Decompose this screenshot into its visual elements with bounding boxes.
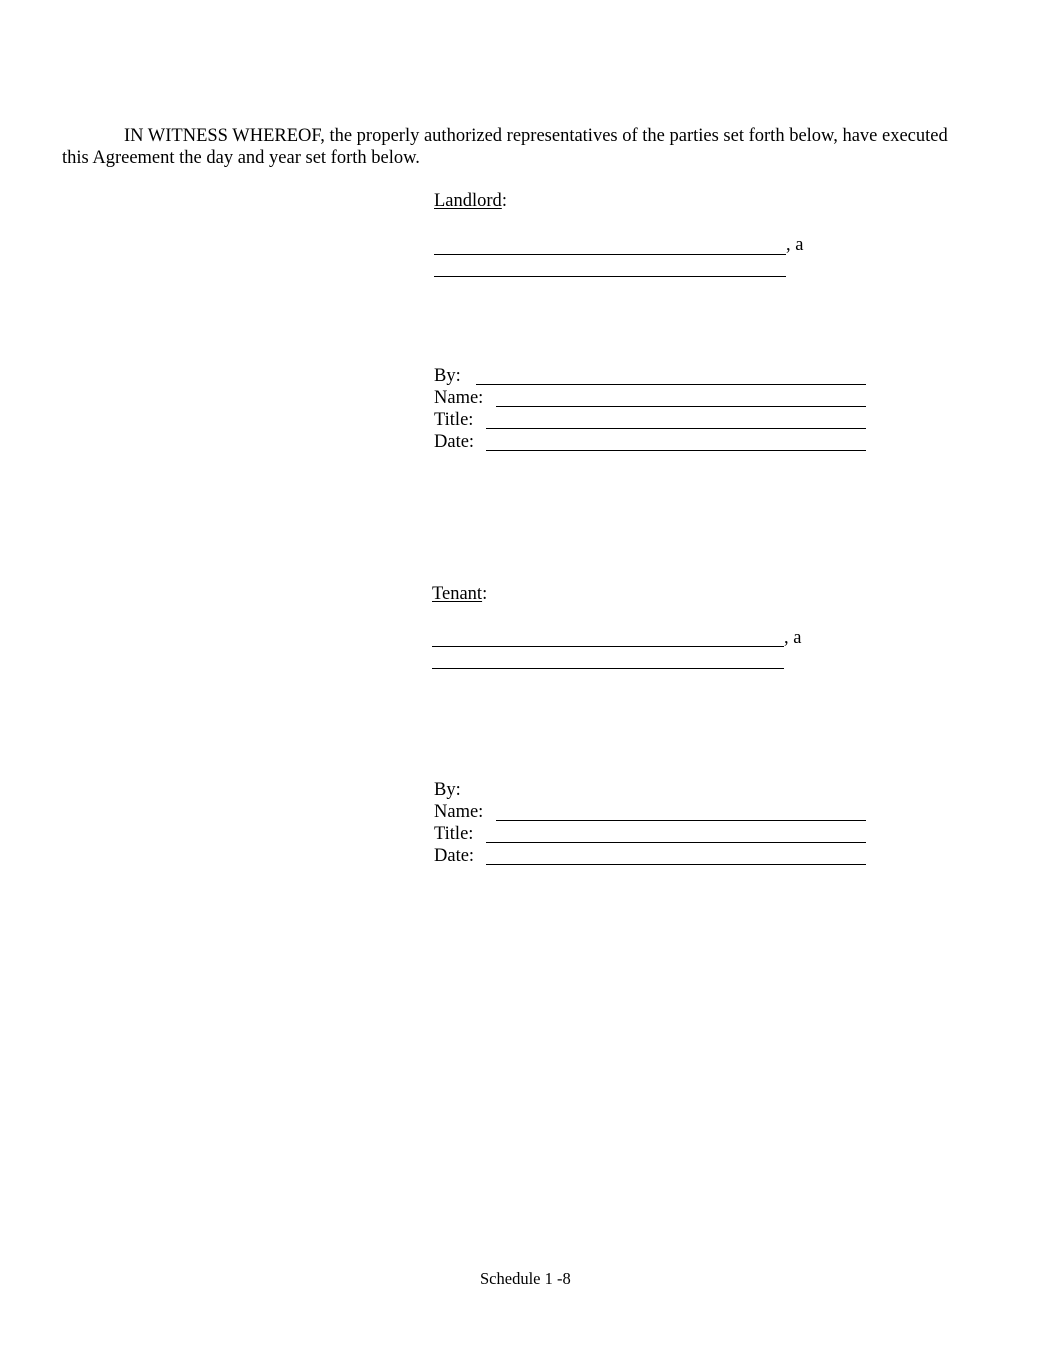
tenant-entity-suffix: , a [784, 628, 802, 648]
landlord-entity-type-line[interactable] [434, 276, 786, 277]
landlord-name-line[interactable] [496, 406, 866, 407]
landlord-heading [434, 190, 507, 212]
tenant-date-label: Date: [434, 846, 475, 866]
tenant-date-line[interactable] [486, 864, 866, 865]
landlord-by-line[interactable] [476, 384, 866, 385]
landlord-entity-name-line[interactable] [434, 254, 786, 255]
tenant-heading-label: Tenant [432, 584, 483, 604]
tenant-by-label: By: [434, 780, 461, 800]
page-footer: Schedule 1 -8 [480, 1269, 571, 1288]
witness-line-2: this Agreement the day and year set forth below. [62, 148, 420, 168]
tenant-title-line[interactable] [486, 842, 866, 843]
witness-line-1: IN WITNESS WHEREOF, the properly authorized representatives of the parties set forth below, have executed [124, 126, 948, 146]
landlord-heading-colon: : [501, 191, 507, 211]
landlord-name-label: Name: [434, 388, 484, 408]
landlord-by-label: By: [434, 366, 461, 386]
landlord-date-line[interactable] [486, 450, 866, 451]
landlord-heading-label: Landlord [434, 191, 502, 211]
tenant-heading [432, 583, 487, 605]
tenant-heading-colon: : [482, 584, 488, 604]
landlord-title-line[interactable] [486, 428, 866, 429]
tenant-entity-name-line[interactable] [432, 646, 784, 647]
tenant-title-label: Title: [434, 824, 474, 844]
landlord-date-label: Date: [434, 432, 475, 452]
landlord-entity-suffix: , a [786, 235, 804, 255]
tenant-name-label: Name: [434, 802, 484, 822]
landlord-title-label: Title: [434, 410, 474, 430]
tenant-entity-type-line[interactable] [432, 668, 784, 669]
tenant-name-line[interactable] [496, 820, 866, 821]
